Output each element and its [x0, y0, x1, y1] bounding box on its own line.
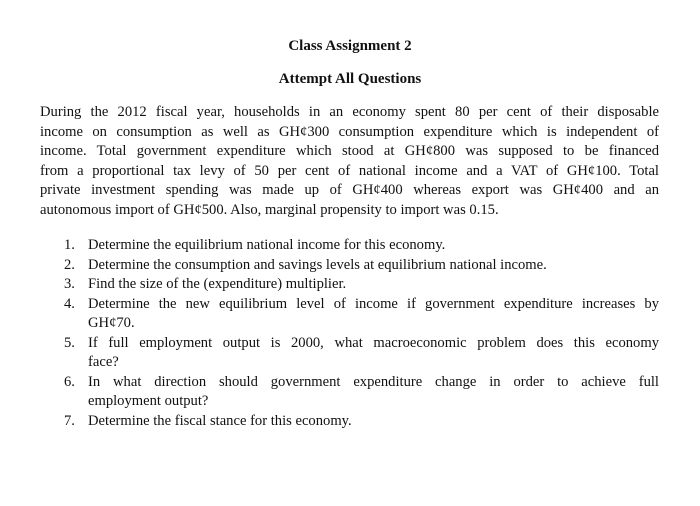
question-text: Find the size of the (expenditure) multiplier.: [88, 276, 347, 292]
paragraph-line: income. Total government expenditure which stood at GH¢800 was supposed to be financed: [40, 143, 659, 159]
paragraph-line: During the 2012 fiscal year, households in an economy spent 80 per cent of their disposable: [40, 104, 659, 120]
question-item: [40, 295, 659, 334]
paragraph-line: income on consumption as well as GH¢300 consumption expenditure which is independent of: [40, 123, 659, 140]
question-text: Determine the new equilibrium level of income if government expenditure increases by: [88, 295, 659, 312]
problem-paragraph: [40, 103, 659, 220]
question-item: [40, 334, 659, 373]
question-item: [40, 236, 659, 256]
paragraph-line: private investment spending was made up of GH¢400 whereas export was GH¢400 and an: [40, 182, 659, 198]
question-number: 7.: [64, 412, 75, 429]
question-text-continued: face?: [88, 354, 119, 370]
question-number: 1.: [64, 237, 75, 253]
question-text: Determine the fiscal stance for this economy.: [88, 412, 352, 429]
question-item: [40, 275, 659, 295]
question-text: Determine the equilibrium national income for this economy.: [88, 237, 446, 253]
question-number: 5.: [64, 334, 75, 351]
document-subtitle: Attempt All Questions: [278, 71, 422, 87]
question-number: 4.: [64, 295, 75, 312]
document-title: Class Assignment 2: [288, 38, 412, 54]
question-text: Determine the consumption and savings levels at equilibrium national income.: [88, 256, 547, 273]
question-text: In what direction should government expenditure change in order to achieve full: [88, 373, 659, 390]
question-list: [40, 236, 659, 431]
question-item: [40, 256, 659, 276]
paragraph-line: autonomous import of GH¢500. Also, marginal propensity to import was 0.15.: [40, 201, 499, 218]
question-text: If full employment output is 2000, what macroeconomic problem does this economy: [88, 334, 659, 351]
question-text-continued: employment output?: [88, 393, 209, 409]
question-number: 3.: [64, 276, 75, 292]
question-text-continued: GH¢70.: [88, 315, 135, 331]
question-number: 6.: [64, 373, 75, 390]
paragraph-line: from a proportional tax levy of 50 per cent of national income and a VAT of GH¢100. Total: [40, 162, 659, 179]
question-item: [40, 412, 659, 432]
question-item: [40, 373, 659, 412]
question-number: 2.: [64, 256, 75, 273]
